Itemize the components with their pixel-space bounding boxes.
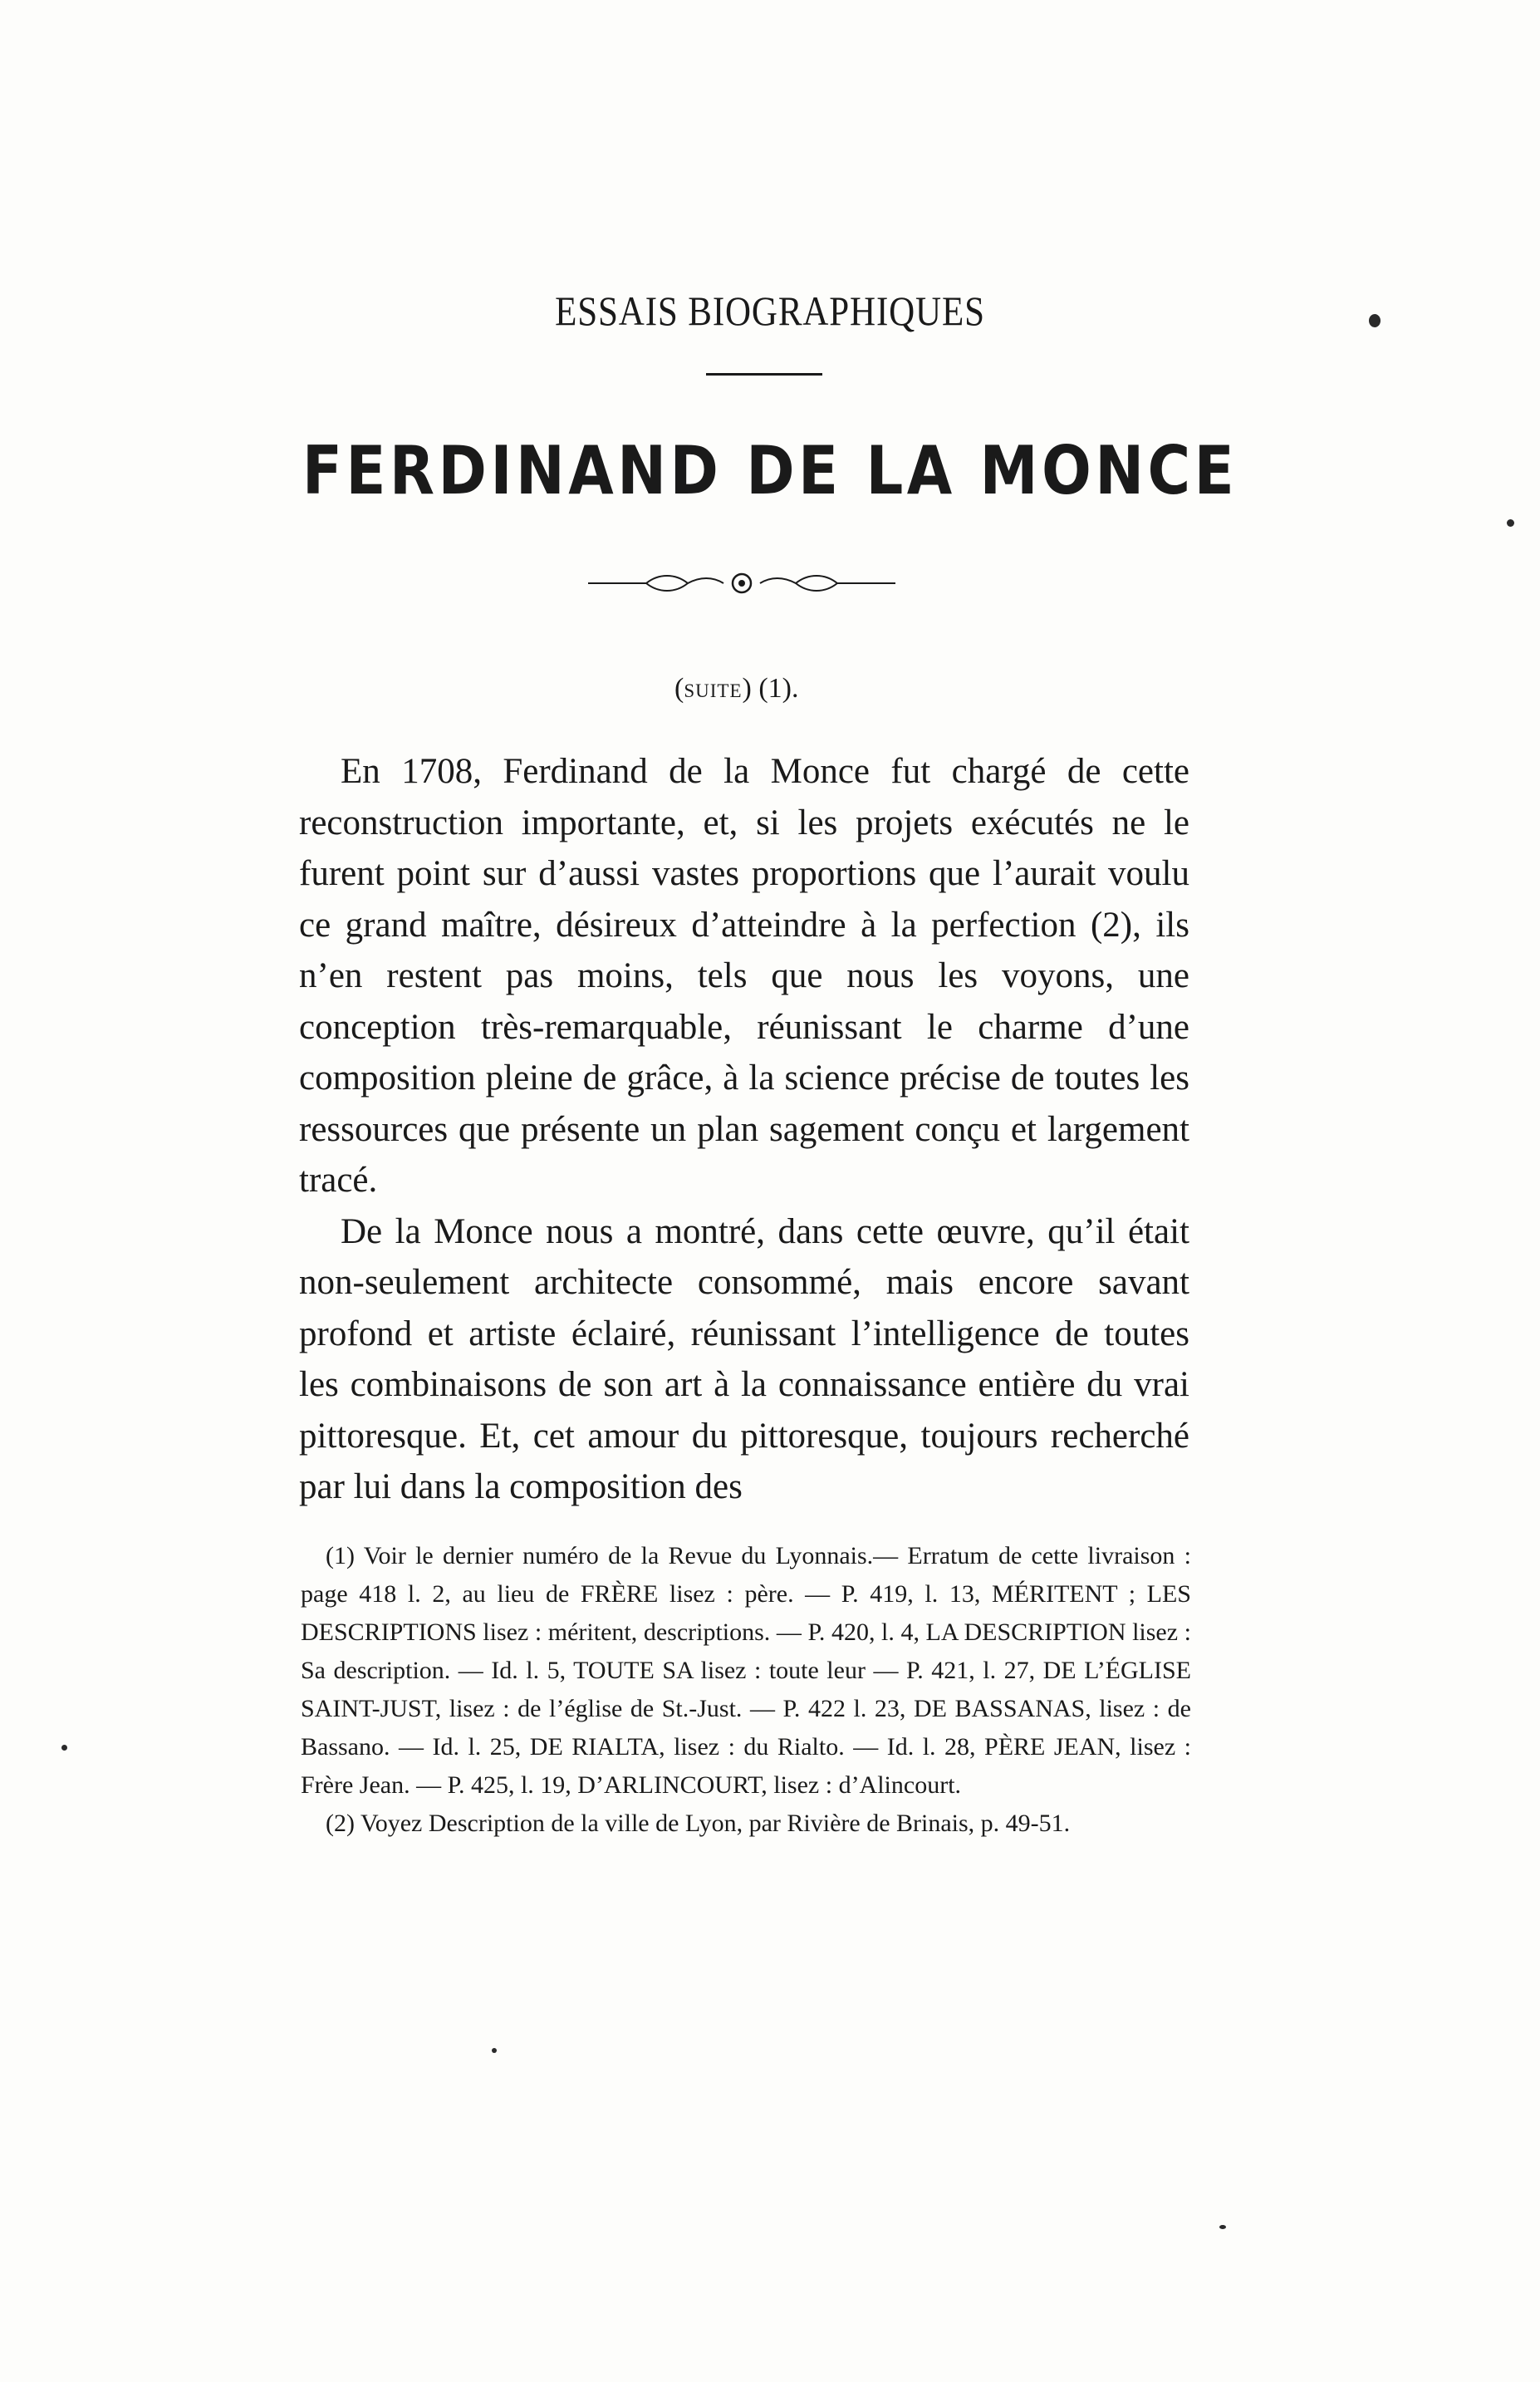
running-head: ESSAIS BIOGRAPHIQUES xyxy=(555,287,985,334)
scan-speck xyxy=(1219,2225,1226,2229)
scan-speck xyxy=(61,1745,67,1751)
paragraph-2: De la Monce nous a montré, dans cette œuvre, qu’il était non-seulement architecte consommé, mais encore savant profond et artiste éclairé, réunissant l’intelligence de toutes les combinaisons de son art à la connaissance entière du vrai pittoresque. Et, cet amour du pittoresque, toujours recherché par lui dans la composition des xyxy=(299,1211,1189,1506)
suite-marker: (SUITE) (1). xyxy=(674,673,799,704)
scan-speck xyxy=(1507,519,1514,527)
body-text xyxy=(299,746,1189,1513)
suite-note-ref: (1). xyxy=(758,673,799,704)
footnote-1: (1) Voir le dernier numéro de la Revue du Lyonnais.— Erratum de cette livraison : page 418 l. 2, au lieu de FRÈRE lisez : père. — P. 419, l. 13, MÉRITENT ; LES DESCRIPTIONS lisez : méritent, descriptions. — P. 420, l. 4, LA DESCRIPTION lisez : Sa description. — Id. l. 5, TOUTE SA lisez : toute leur — P. 421, l. 27, DE L’ÉGLISE SAINT-JUST, lisez : de l’église de St.-Just. — P. 422 l. 23, DE BASSANAS, lisez : de Bassano. — Id. l. 25, DE RIALTA, lisez : du Rialto. — Id. l. 28, PÈRE JEAN, lisez : Frère Jean. — P. 425, l. 19, D’ARLINCOURT, lisez : d’Alincourt. xyxy=(301,1542,1191,1799)
ornamental-dash-icon xyxy=(588,567,895,600)
suite-label: SUITE xyxy=(684,680,743,701)
paragraph-1: En 1708, Ferdinand de la Monce fut chargé de cette reconstruction importante, et, si les projets exécutés ne le furent point sur d’aussi vastes proportions que l’aurait voulu ce grand maître, désireux d’atteindre à la perfection (2), ils n’en restent pas moins, tels que nous les voyons, une conception très-remarquable, réunissant le charme d’une composition pleine de grâce, à la science précise de toutes les ressources que présente un plan sagement conçu et largement tracé. xyxy=(299,752,1189,1200)
footnotes xyxy=(301,1537,1191,1843)
head-rule xyxy=(706,373,822,376)
page-title: FERDINAND DE LA MONCE xyxy=(302,432,1238,509)
scan-speck xyxy=(1369,314,1381,327)
scan-speck xyxy=(492,2048,497,2053)
footnote-2: (2) Voyez Description de la ville de Lyon, par Rivière de Brinais, p. 49-51. xyxy=(326,1810,1071,1837)
